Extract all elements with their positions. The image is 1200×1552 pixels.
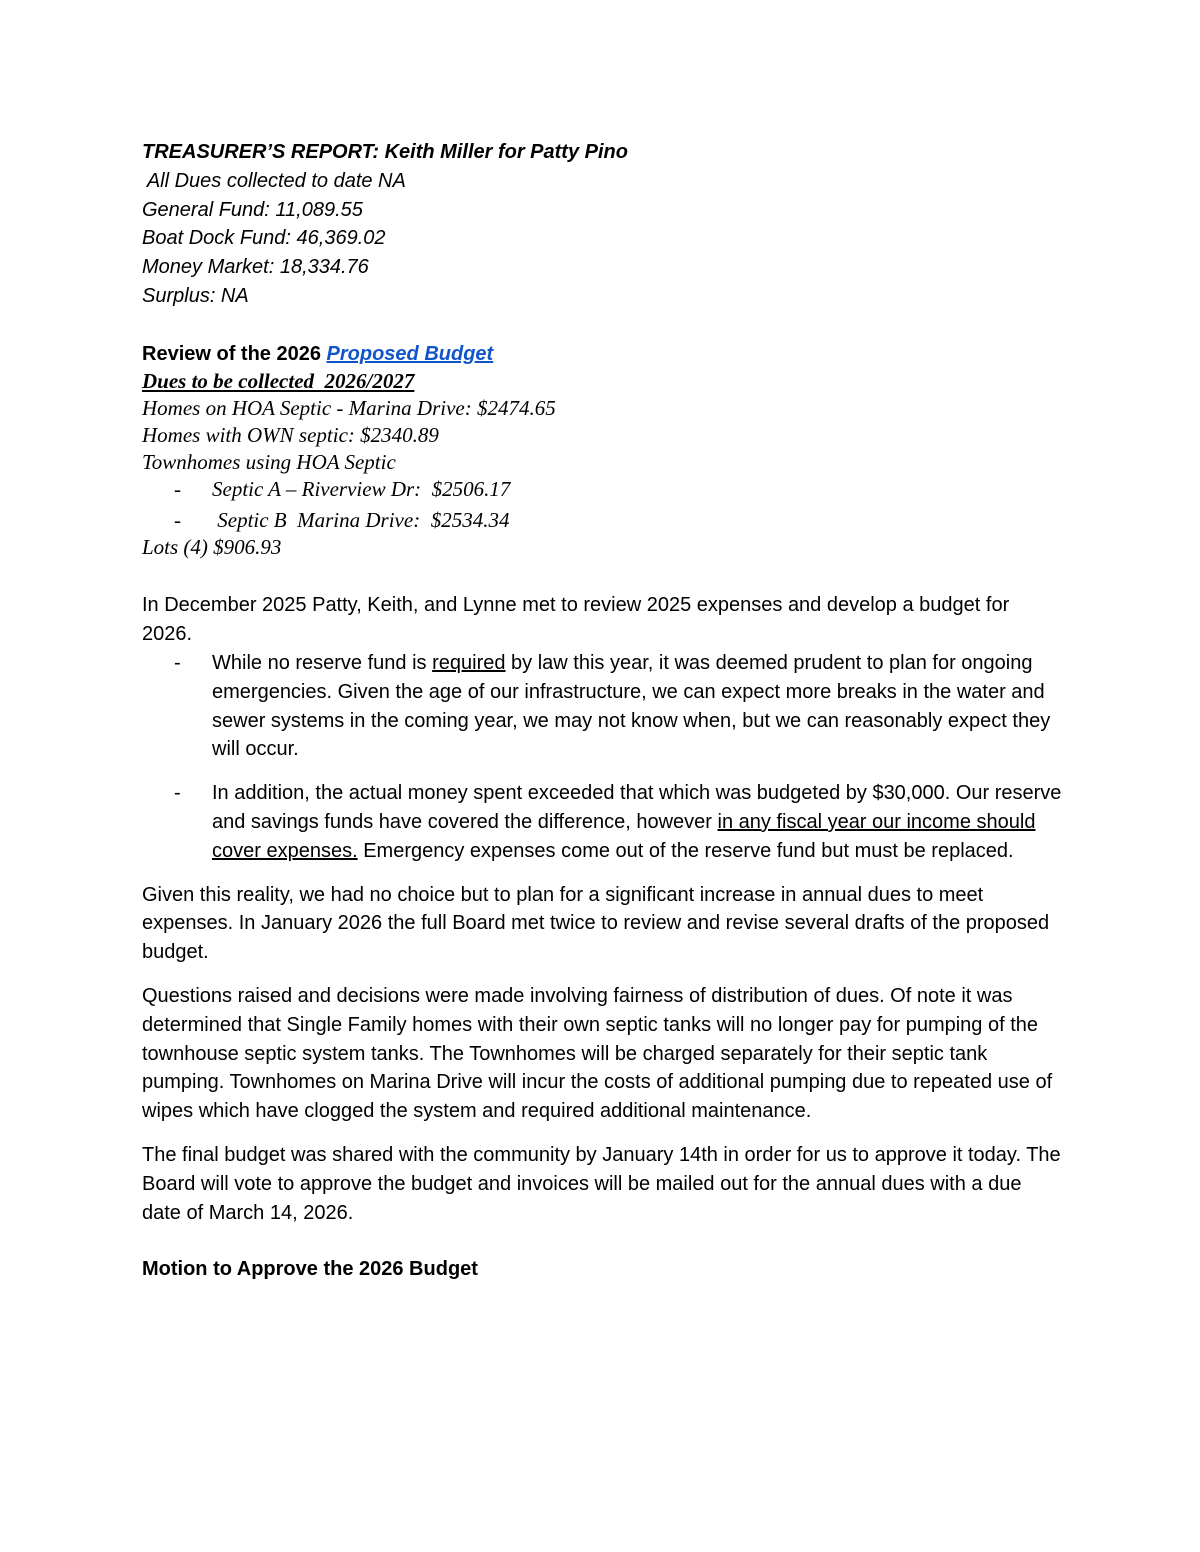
general-fund-line: General Fund: 11,089.55 [142,198,363,221]
document-page [142,138,1062,1284]
dues-to-be-collected-title: Dues to be collected 2026/2027 [142,369,415,394]
dues-sub-item-septic-b [142,507,1062,534]
list-bullet: - [174,651,181,674]
list-item [142,649,1062,764]
budget-notes-list [142,649,1062,866]
intro-paragraph: In December 2025 Patty, Keith, and Lynne met to review 2025 expenses and develop a budget for 2026. [142,594,1010,646]
dues-sub-item-text: Septic B Marina Drive: $2534.34 [212,508,510,533]
underlined-emphasis: required [432,651,506,674]
money-market-line: Money Market: 18,334.76 [142,256,369,279]
underlined-emphasis: in any fiscal year our income should cover expenses. [212,810,1036,862]
boat-dock-fund-line: Boat Dock Fund: 46,369.02 [142,227,386,250]
list-item-text-part: While no reserve fund is [212,651,433,674]
list-bullet: - [174,477,181,502]
list-item [142,779,1062,865]
list-bullet: - [174,782,181,805]
reality-paragraph: Given this reality, we had no choice but to plan for a significant increase in annual dues to meet expenses. In January 2026 the full Board met twice to review and revise several drafts of the proposed budget. [142,883,1050,964]
proposed-budget-link[interactable]: Proposed Budget [326,342,494,365]
questions-paragraph: Questions raised and decisions were made involving fairness of distribution of dues. Of note it was determined that Single Family homes with their own septic tanks will no longer pay for pumping of the townhouse septic system tanks. The Townhomes will be charged separately for their septic tank pumping. Townhomes on Marina Drive will incur the costs of additional pumping due to repeated use of wipes which have clogged the system and required additional maintenance. [142,984,1053,1123]
dues-line-own-septic: Homes with OWN septic: $2340.89 [142,423,439,448]
dues-line-townhomes: Townhomes using HOA Septic [142,450,396,475]
budget-review-heading-prefix: Review of the 2026 [142,342,327,365]
dues-sub-item-septic-a [142,476,1062,503]
budget-narrative-section [142,591,1062,1227]
final-budget-paragraph: The final budget was shared with the community by January 14th in order for us to approve it today. The Board will vote to approve the budget and invoices will be mailed out for the annual dues with a due date of March 14, 2026. [142,1143,1061,1224]
list-item-text-part: Emergency expenses come out of the reserve fund but must be replaced. [357,839,1014,862]
motion-section [142,1255,1062,1284]
budget-review-heading [142,340,1062,369]
list-item-text-part: In addition, the actual money spent exceeded that which was budgeted by $30,000. Our reserve and savings funds have covered the difference, however [212,782,1062,833]
list-bullet: - [174,508,181,533]
dues-line-hoa-septic: Homes on HOA Septic - Marina Drive: $2474.65 [142,396,556,421]
list-item-text [212,649,1062,764]
motion-heading: Motion to Approve the 2026 Budget [142,1258,478,1281]
list-item-text-part: by law this year, it was deemed prudent to plan for ongoing emergencies. Given the age of our infrastructure, we can expect more breaks in the water and sewer systems in the coming year, we may not know when, but we can reasonably expect they will occur. [212,651,1051,761]
treasurer-report-section [142,138,1062,311]
list-item-text [212,779,1062,865]
treasurer-report-heading: TREASURER’S REPORT: Keith Miller for Patty Pino [142,141,628,163]
surplus-line: Surplus: NA [142,284,249,307]
dues-sub-item-text: Septic A – Riverview Dr: $2506.17 [212,477,511,502]
dues-collected-line: All Dues collected to date NA [142,169,406,192]
dues-line-lots: Lots (4) $906.93 [142,535,282,560]
budget-review-section [142,340,1062,562]
